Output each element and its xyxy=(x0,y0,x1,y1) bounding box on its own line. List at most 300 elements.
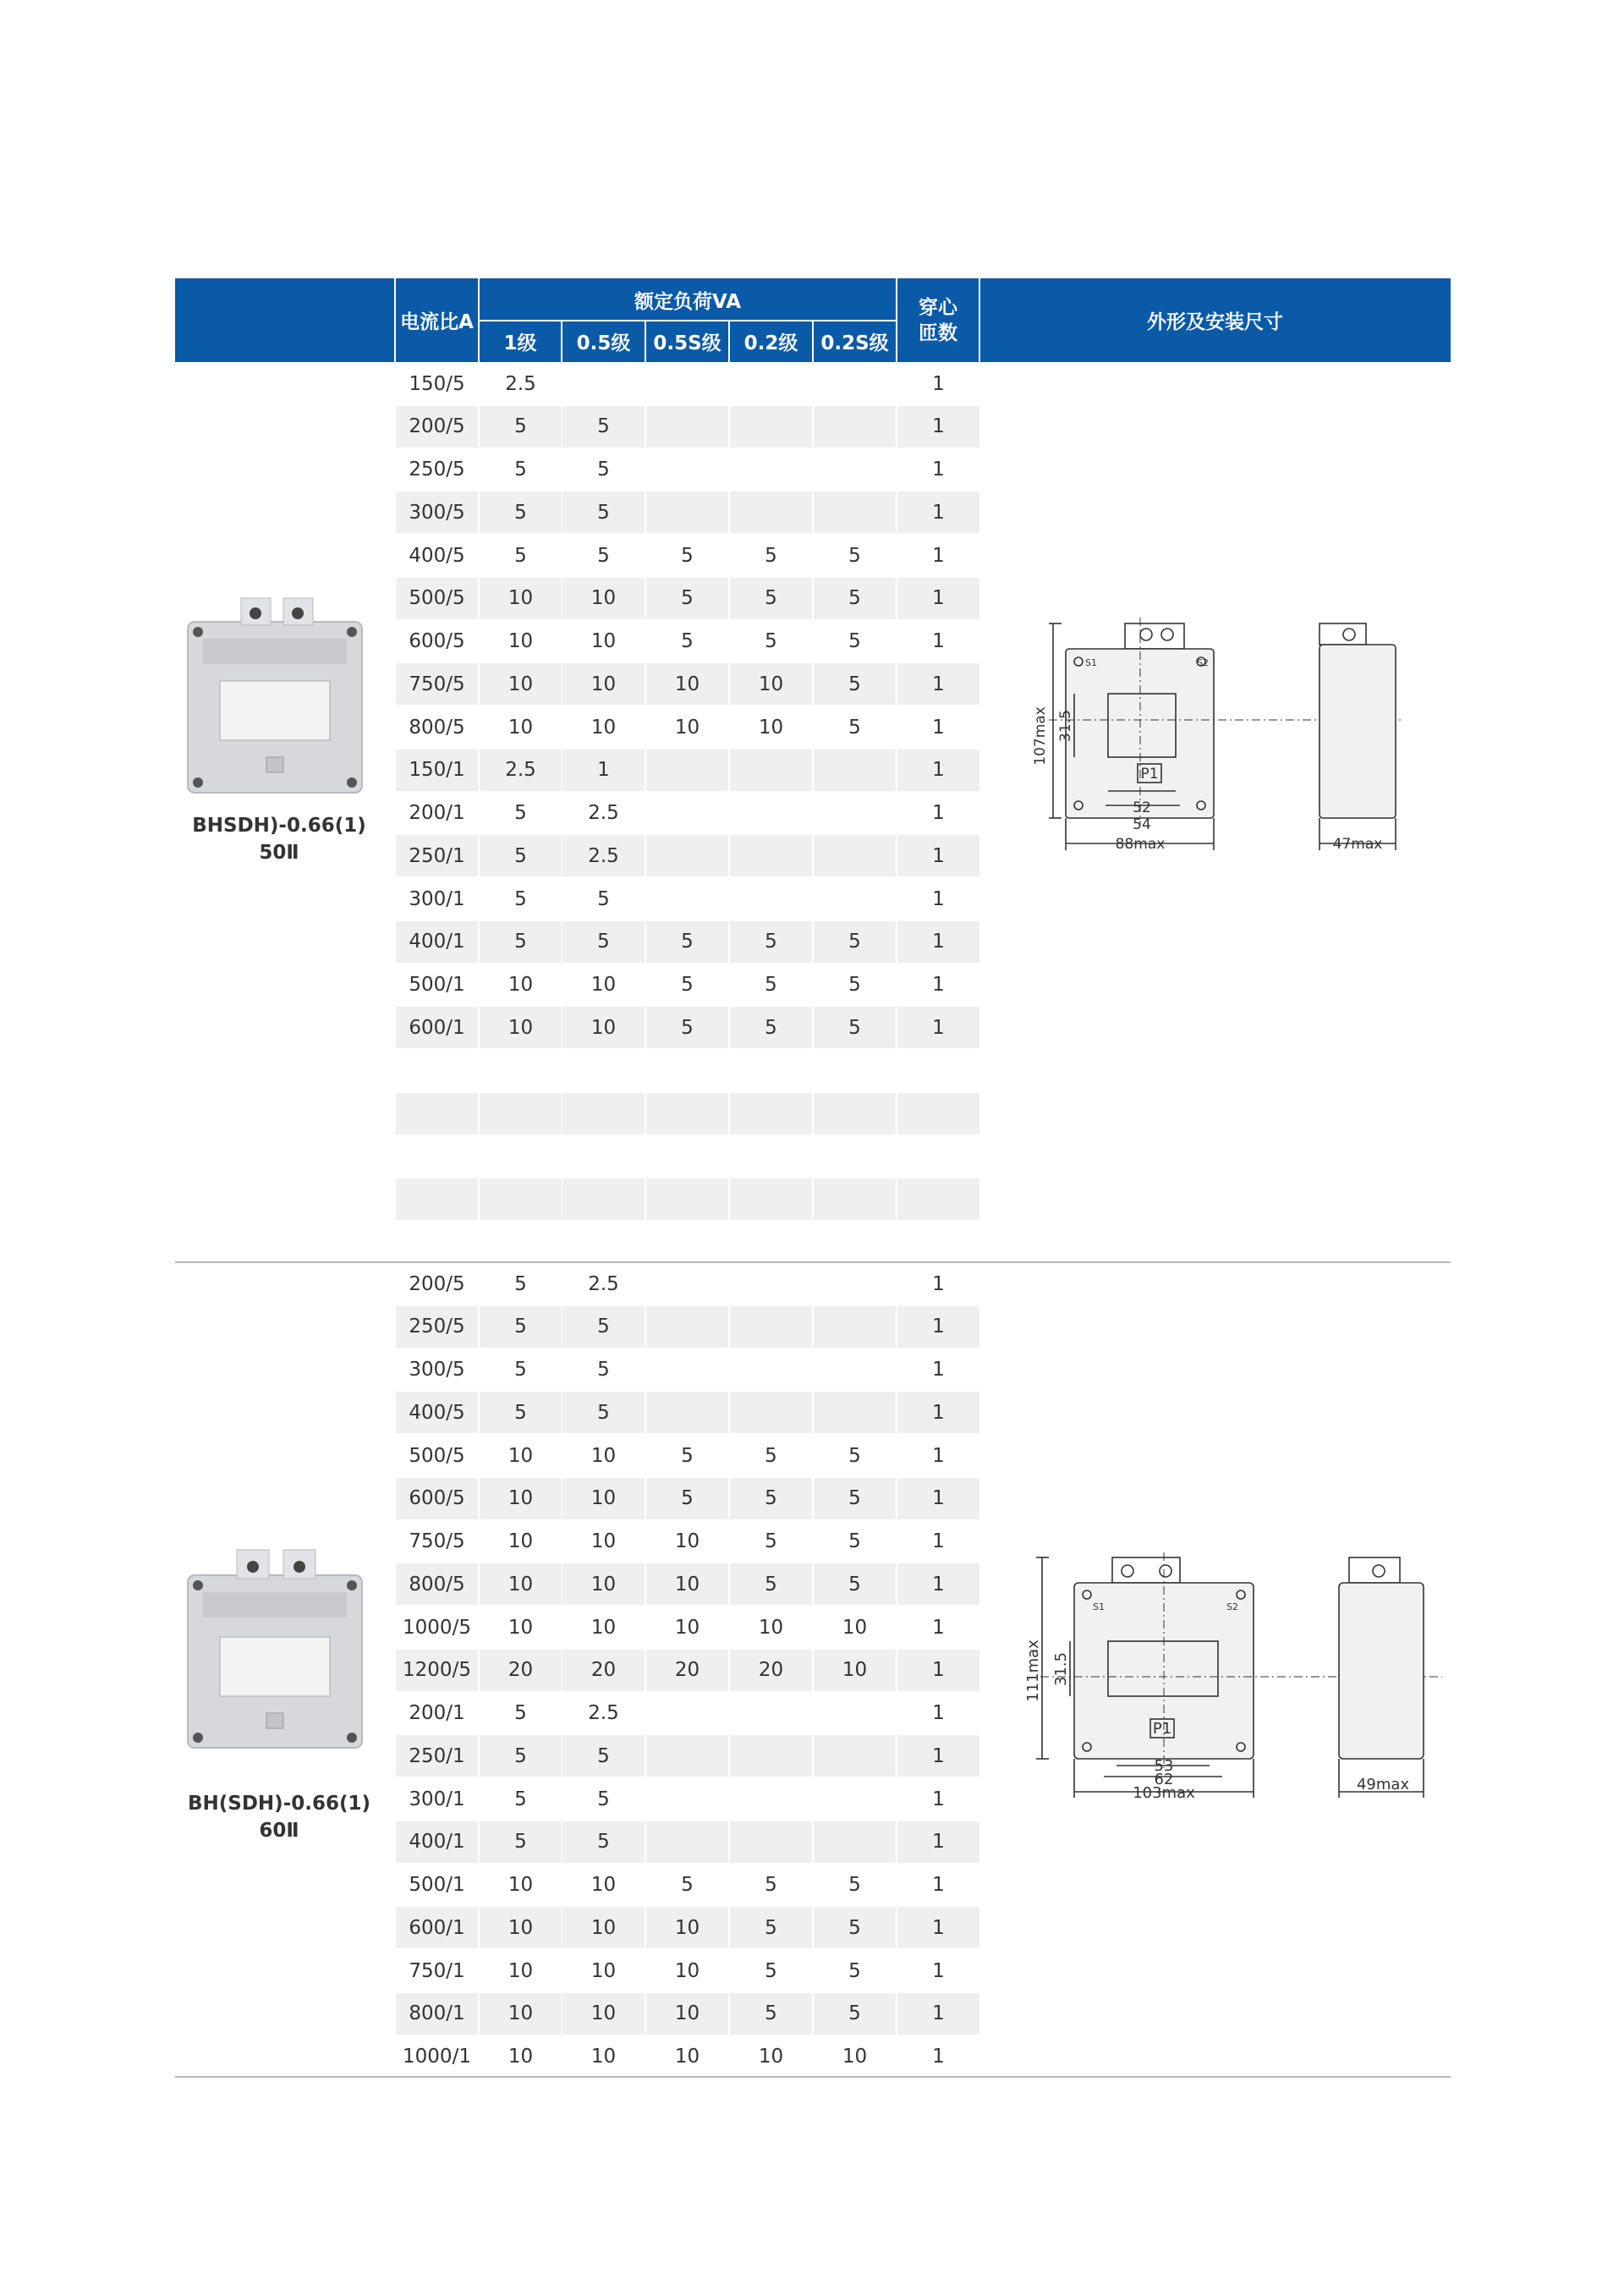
table-cell-load: 5 xyxy=(480,1735,562,1777)
table-cell-load: 10 xyxy=(646,1907,728,1948)
header-turns xyxy=(897,278,979,362)
table-cell-load xyxy=(646,1693,728,1734)
table-cell-load: 5 xyxy=(681,544,694,567)
table-cell-ratio: 500/1 xyxy=(409,974,465,996)
dim-s2-1: S2 xyxy=(1197,657,1209,668)
table-cell-load: 2.5 xyxy=(480,750,562,791)
table-cell-turns: 1 xyxy=(897,750,979,791)
product-name-1-line2: 50Ⅱ xyxy=(259,842,299,864)
table-cell-load: 5 xyxy=(681,1444,694,1467)
table-cell-turns: 1 xyxy=(897,492,979,533)
table-cell-load: 10 xyxy=(562,1007,645,1048)
table-cell-load xyxy=(730,1392,812,1433)
table-cell-ratio: 1000/5 xyxy=(403,1616,471,1639)
table-cell-load xyxy=(730,793,812,834)
table-cell-load: 10 xyxy=(508,1444,534,1467)
table-cell-load: 5 xyxy=(765,1959,777,1982)
table-cell-load xyxy=(730,1093,812,1134)
table-cell-ratio: 750/1 xyxy=(409,1959,465,1982)
table-cell-load: 2.5 xyxy=(588,802,619,824)
table-cell-load: 10 xyxy=(508,974,534,996)
table-cell-load xyxy=(730,1263,812,1305)
table-cell-load: 5 xyxy=(480,1306,562,1348)
header-class-3: 0.5S级 xyxy=(645,321,729,362)
table-cell-load xyxy=(730,449,812,491)
product-name-1-line1: BHSDH)-0.66(1) xyxy=(192,815,366,837)
header-dims: 外形及安装尺寸 xyxy=(979,278,1451,362)
table-cell-load xyxy=(730,406,812,448)
header-load: 额定负荷VA xyxy=(479,278,897,321)
table-cell-load: 5 xyxy=(597,1788,610,1810)
dim-w1-1: 52 xyxy=(1133,799,1151,816)
table-cell-load xyxy=(646,1263,728,1305)
table-cell-load: 5 xyxy=(730,1007,812,1048)
header-divider xyxy=(645,321,646,362)
table-cell-load: 10 xyxy=(590,1959,617,1982)
table-cell-turns: 1 xyxy=(932,544,945,567)
header-turns-bottom: 匝数 xyxy=(919,321,957,344)
table-cell-load xyxy=(814,878,896,920)
table-cell-ratio: 400/5 xyxy=(396,1392,478,1433)
table-cell-load: 10 xyxy=(480,578,562,619)
table-cell-load xyxy=(730,1821,812,1863)
dim-window-1: 31.5 xyxy=(1057,710,1074,742)
table-cell-turns: 1 xyxy=(897,1392,979,1433)
table-cell-ratio: 400/1 xyxy=(396,1821,478,1863)
table-cell-ratio: 1000/1 xyxy=(403,2046,471,2068)
table-cell-load: 10 xyxy=(562,1907,645,1948)
table-cell-load: 20 xyxy=(730,1650,812,1691)
table-cell-load: 10 xyxy=(674,1530,700,1552)
table-cell-load xyxy=(814,1306,896,1348)
table-cell-load: 10 xyxy=(646,663,728,705)
table-cell-load: 5 xyxy=(848,630,861,652)
table-cell-load: 10 xyxy=(674,716,700,739)
table-cell-ratio: 300/1 xyxy=(409,1788,465,1810)
table-cell-turns: 1 xyxy=(897,1907,979,1948)
table-cell-load xyxy=(646,363,728,404)
table-cell-load xyxy=(730,1136,812,1178)
table-cell-load xyxy=(730,878,812,920)
table-cell-load xyxy=(562,1136,645,1178)
table-cell-ratio xyxy=(396,1178,478,1220)
header-class-4: 0.2级 xyxy=(729,321,813,362)
table-cell-load: 5 xyxy=(514,1272,527,1295)
table-cell-load: 5 xyxy=(765,974,777,996)
table-cell-ratio: 750/5 xyxy=(409,1530,465,1552)
table-cell-load: 10 xyxy=(646,1993,728,2035)
table-cell-load xyxy=(814,363,896,404)
product-name-2-line2: 60Ⅱ xyxy=(259,1820,299,1842)
table-cell-ratio: 500/1 xyxy=(409,1874,465,1896)
table-cell-turns: 1 xyxy=(897,1563,979,1605)
table-cell-ratio: 250/5 xyxy=(409,459,465,481)
table-cell-ratio: 250/1 xyxy=(396,1735,478,1777)
table-cell-load xyxy=(730,1349,812,1391)
table-cell-turns: 1 xyxy=(932,459,945,481)
table-cell-load: 5 xyxy=(646,1007,728,1048)
table-cell-turns: 1 xyxy=(932,716,945,739)
table-cell-load: 5 xyxy=(730,1563,812,1605)
table-cell-load xyxy=(646,1349,728,1391)
table-cell-load: 5 xyxy=(848,974,861,996)
dim-height-2: 111max xyxy=(1024,1640,1042,1702)
table-cell-ratio: 250/1 xyxy=(396,835,478,876)
table-cell-load: 10 xyxy=(590,2046,617,2068)
table-cell-load: 5 xyxy=(514,1702,527,1724)
table-cell-load xyxy=(814,835,896,876)
table-cell-load xyxy=(730,492,812,533)
header-divider xyxy=(561,321,562,362)
table-cell-load xyxy=(562,1050,645,1091)
table-cell-load: 5 xyxy=(480,406,562,448)
table-cell-load: 10 xyxy=(730,663,812,705)
table-cell-load xyxy=(814,1735,896,1777)
table-cell-load xyxy=(814,1821,896,1863)
table-cell-turns: 1 xyxy=(932,630,945,652)
table-cell-load: 10 xyxy=(480,1007,562,1048)
table-cell-load: 5 xyxy=(814,1478,896,1519)
table-cell-ratio: 200/5 xyxy=(396,406,478,448)
table-cell-load xyxy=(730,1778,812,1820)
table-cell-ratio: 400/5 xyxy=(409,544,465,567)
table-cell-load xyxy=(646,1136,728,1178)
table-cell-load xyxy=(814,492,896,533)
dim-height-1: 107max xyxy=(1032,706,1049,766)
table-cell-load xyxy=(646,449,728,491)
table-cell-turns: 1 xyxy=(897,835,979,876)
table-cell-load: 10 xyxy=(590,1874,617,1896)
table-cell-load: 5 xyxy=(730,1993,812,2035)
table-cell-load xyxy=(646,492,728,533)
table-cell-load: 20 xyxy=(646,1650,728,1691)
header-class-5: 0.2S级 xyxy=(813,321,897,362)
table-cell-ratio: 300/5 xyxy=(396,492,478,533)
table-cell-turns: 1 xyxy=(932,1788,945,1810)
table-cell-load xyxy=(730,1306,812,1348)
table-cell-ratio: 500/5 xyxy=(409,1444,465,1467)
table-cell-load: 10 xyxy=(842,2046,868,2068)
table-cell-ratio: 800/1 xyxy=(396,1993,478,2035)
table-cell-load xyxy=(646,1050,728,1091)
table-cell-load: 5 xyxy=(597,887,610,910)
table-cell-ratio: 1200/5 xyxy=(396,1650,478,1691)
table-cell-load: 5 xyxy=(848,1959,861,1982)
table-cell-ratio: 200/1 xyxy=(409,1702,465,1724)
table-cell-load xyxy=(646,1178,728,1220)
table-cell-load: 1 xyxy=(562,750,645,791)
table-cell-ratio: 300/5 xyxy=(409,1359,465,1381)
table-cell-load: 5 xyxy=(562,1735,645,1777)
table-cell-load xyxy=(814,449,896,491)
table-cell-load: 5 xyxy=(646,921,728,963)
table-cell-load: 5 xyxy=(765,1874,777,1896)
table-cell-load: 5 xyxy=(814,663,896,705)
table-cell-load: 5 xyxy=(814,1563,896,1605)
table-cell-load: 5 xyxy=(765,1444,777,1467)
table-cell-load: 5 xyxy=(646,578,728,619)
table-cell-load: 20 xyxy=(562,1650,645,1691)
table-cell-turns: 1 xyxy=(897,663,979,705)
table-cell-turns: 1 xyxy=(897,1007,979,1048)
table-cell-load xyxy=(562,363,645,404)
table-cell-load: 5 xyxy=(514,544,527,567)
table-cell-load xyxy=(646,1821,728,1863)
table-cell-load xyxy=(814,406,896,448)
dim-label-2: P1 xyxy=(1152,1720,1172,1738)
table-cell-ratio: 800/5 xyxy=(396,1563,478,1605)
table-cell-turns: 1 xyxy=(932,1874,945,1896)
table-cell-turns: 1 xyxy=(897,1821,979,1863)
table-cell-load: 5 xyxy=(681,974,694,996)
dim-width-1: 88max xyxy=(1115,836,1166,853)
table-cell-load xyxy=(646,406,728,448)
table-cell-load: 5 xyxy=(848,716,861,739)
table-cell-load xyxy=(480,1178,562,1220)
table-cell-load xyxy=(646,1778,728,1820)
table-cell-load: 5 xyxy=(562,1392,645,1433)
table-cell-load: 10 xyxy=(480,1907,562,1948)
dim-window-2: 31.5 xyxy=(1052,1651,1070,1687)
table-cell-load: 2.5 xyxy=(505,372,536,395)
header-turns-top: 穿心 xyxy=(919,296,957,319)
table-cell-load xyxy=(646,1306,728,1348)
header-divider xyxy=(812,321,814,362)
header-divider xyxy=(728,321,730,362)
table-cell-turns: 1 xyxy=(897,1650,979,1691)
table-cell-load: 10 xyxy=(562,1478,645,1519)
table-cell-load xyxy=(730,835,812,876)
table-cell-load: 5 xyxy=(514,802,527,824)
table-cell-load: 5 xyxy=(681,630,694,652)
header-blank-cell xyxy=(175,278,395,362)
table-cell-load: 10 xyxy=(480,1478,562,1519)
table-cell-turns: 1 xyxy=(897,1306,979,1348)
dim-depth-2: 49max xyxy=(1356,1776,1410,1793)
header-class-1: 1级 xyxy=(479,321,562,362)
table-cell-load: 2.5 xyxy=(562,835,645,876)
table-cell-load: 2.5 xyxy=(588,1702,619,1724)
table-cell-load: 5 xyxy=(814,1993,896,2035)
table-cell-load: 10 xyxy=(508,1959,534,1982)
table-cell-load: 5 xyxy=(814,921,896,963)
dim-w1-2: 53 xyxy=(1154,1757,1174,1775)
header-ratio: 电流比A xyxy=(395,278,479,362)
table-cell-load: 10 xyxy=(590,974,617,996)
table-cell-turns: 1 xyxy=(932,1959,945,1982)
table-cell-load: 5 xyxy=(514,1788,527,1810)
table-cell-load: 5 xyxy=(480,835,562,876)
table-cell-load xyxy=(480,1136,562,1178)
table-cell-load: 5 xyxy=(814,1907,896,1948)
table-cell-load xyxy=(480,1050,562,1091)
table-cell-ratio: 150/1 xyxy=(396,750,478,791)
table-cell-load: 5 xyxy=(480,1821,562,1863)
product-photo-2 xyxy=(186,1548,364,1751)
table-cell-turns: 1 xyxy=(932,1444,945,1467)
table-cell-load: 10 xyxy=(674,2046,700,2068)
table-cell-load: 5 xyxy=(765,544,777,567)
table-cell-ratio: 400/1 xyxy=(396,921,478,963)
table-cell-turns: 1 xyxy=(932,1702,945,1724)
table-cell-load: 5 xyxy=(514,1359,527,1381)
table-cell-ratio: 500/5 xyxy=(396,578,478,619)
table-cell-load: 10 xyxy=(480,663,562,705)
table-cell-load xyxy=(646,1093,728,1134)
header-divider xyxy=(394,278,396,362)
table-cell-load xyxy=(646,793,728,834)
table-cell-load: 5 xyxy=(848,1874,861,1896)
table-cell-load: 10 xyxy=(674,1959,700,1982)
table-cell-ratio: 150/5 xyxy=(409,372,465,395)
table-cell-load: 5 xyxy=(681,1874,694,1896)
table-cell-load xyxy=(730,1050,812,1091)
table-cell-load: 5 xyxy=(848,544,861,567)
table-cell-load: 10 xyxy=(508,1616,534,1639)
table-cell-load: 10 xyxy=(508,630,534,652)
table-cell-turns: 1 xyxy=(932,2046,945,2068)
table-cell-load: 10 xyxy=(590,716,617,739)
table-cell-load xyxy=(814,793,896,834)
table-cell-turns: 1 xyxy=(897,1993,979,2035)
table-cell-load: 5 xyxy=(562,492,645,533)
table-cell-load xyxy=(730,1735,812,1777)
table-cell-load: 5 xyxy=(562,1306,645,1348)
table-cell-load: 5 xyxy=(597,1359,610,1381)
table-cell-load xyxy=(814,1093,896,1134)
table-cell-load: 10 xyxy=(508,1530,534,1552)
dimension-drawing-1 xyxy=(1028,609,1417,863)
table-cell-load: 10 xyxy=(758,2046,784,2068)
table-cell-load: 10 xyxy=(562,578,645,619)
table-cell-load: 10 xyxy=(590,1444,617,1467)
table-cell-load: 10 xyxy=(562,1563,645,1605)
table-cell-load: 10 xyxy=(508,1874,534,1896)
table-cell-turns: 1 xyxy=(932,1530,945,1552)
table-cell-load: 10 xyxy=(590,1616,617,1639)
table-cell-turns: 1 xyxy=(932,887,945,910)
section-separator xyxy=(175,1261,1451,1263)
header-divider xyxy=(479,320,897,321)
table-cell-turns: 1 xyxy=(897,1478,979,1519)
table-cell-load xyxy=(646,835,728,876)
table-cell-load xyxy=(480,1093,562,1134)
table-cell-load: 5 xyxy=(597,459,610,481)
table-cell-load xyxy=(814,1693,896,1734)
table-cell-load xyxy=(646,750,728,791)
table-cell-load: 10 xyxy=(758,1616,784,1639)
table-cell-load xyxy=(814,750,896,791)
table-cell-ratio: 200/1 xyxy=(409,802,465,824)
table-cell-turns: 1 xyxy=(932,1359,945,1381)
table-cell-load: 5 xyxy=(646,1478,728,1519)
dim-s1-2: S1 xyxy=(1093,1601,1105,1612)
product-name-1 xyxy=(173,812,385,866)
table-cell-load: 10 xyxy=(646,1563,728,1605)
table-cell-load: 10 xyxy=(562,1993,645,2035)
table-cell-load xyxy=(646,1735,728,1777)
table-cell-load xyxy=(730,750,812,791)
table-cell-turns: 1 xyxy=(897,406,979,448)
table-cell-load: 10 xyxy=(842,1616,868,1639)
table-cell-load xyxy=(814,1778,896,1820)
table-cell-turns: 1 xyxy=(932,1616,945,1639)
dim-depth-1: 47max xyxy=(1332,836,1383,853)
table-cell-turns: 1 xyxy=(932,372,945,395)
table-cell-ratio: 600/1 xyxy=(396,1007,478,1048)
table-cell-load: 5 xyxy=(562,406,645,448)
table-cell-turns: 1 xyxy=(932,802,945,824)
table-cell-load: 10 xyxy=(590,1530,617,1552)
table-cell-load: 10 xyxy=(590,630,617,652)
table-cell-load: 5 xyxy=(730,578,812,619)
table-cell-load: 5 xyxy=(730,1478,812,1519)
dim-s2-2: S2 xyxy=(1226,1601,1238,1612)
table-cell-load: 5 xyxy=(562,1821,645,1863)
table-cell-ratio: 600/5 xyxy=(409,630,465,652)
header-divider xyxy=(979,278,980,362)
table-cell-load xyxy=(730,1693,812,1734)
product-name-2 xyxy=(173,1790,385,1844)
table-cell-load: 5 xyxy=(765,1530,777,1552)
table-cell-load: 5 xyxy=(814,578,896,619)
table-cell-turns: 1 xyxy=(932,1272,945,1295)
table-cell-load: 5 xyxy=(514,887,527,910)
table-cell-load xyxy=(814,1392,896,1433)
table-cell-ratio: 250/5 xyxy=(396,1306,478,1348)
table-cell-load xyxy=(646,878,728,920)
table-cell-load: 5 xyxy=(514,459,527,481)
table-cell-load xyxy=(814,1349,896,1391)
table-cell-load: 5 xyxy=(765,630,777,652)
section-separator xyxy=(175,2076,1451,2078)
table-cell-ratio xyxy=(396,1093,478,1134)
table-cell-turns xyxy=(897,1136,979,1178)
table-cell-load: 10 xyxy=(562,663,645,705)
table-cell-load: 2.5 xyxy=(588,1272,619,1295)
dim-width-2: 103max xyxy=(1133,1784,1195,1802)
table-cell-ratio: 800/5 xyxy=(409,716,465,739)
table-cell-ratio: 300/1 xyxy=(409,887,465,910)
table-cell-load: 10 xyxy=(508,2046,534,2068)
table-cell-turns: 1 xyxy=(897,921,979,963)
table-cell-load: 10 xyxy=(674,1616,700,1639)
table-cell-load: 5 xyxy=(480,492,562,533)
table-cell-turns xyxy=(897,1050,979,1091)
table-cell-load: 5 xyxy=(730,921,812,963)
table-cell-ratio: 750/5 xyxy=(396,663,478,705)
dim-s1-1: S1 xyxy=(1085,657,1097,668)
table-cell-load xyxy=(646,1392,728,1433)
table-cell-turns: 1 xyxy=(897,578,979,619)
table-cell-ratio: 600/1 xyxy=(396,1907,478,1948)
dimension-drawing-2 xyxy=(1023,1544,1446,1815)
table-cell-load: 5 xyxy=(730,1907,812,1948)
table-cell-load xyxy=(730,1178,812,1220)
table-cell-load xyxy=(814,1050,896,1091)
header-class-2: 0.5级 xyxy=(562,321,645,362)
table-cell-load: 10 xyxy=(758,716,784,739)
table-cell-load xyxy=(562,1093,645,1134)
table-cell-load xyxy=(814,1263,896,1305)
table-cell-load: 10 xyxy=(814,1650,896,1691)
dim-label-1: P1 xyxy=(1140,766,1159,783)
table-cell-load: 5 xyxy=(480,1392,562,1433)
table-cell-ratio: 600/5 xyxy=(396,1478,478,1519)
table-cell-turns: 1 xyxy=(897,1735,979,1777)
table-cell-ratio xyxy=(396,1050,478,1091)
table-cell-load: 20 xyxy=(480,1650,562,1691)
